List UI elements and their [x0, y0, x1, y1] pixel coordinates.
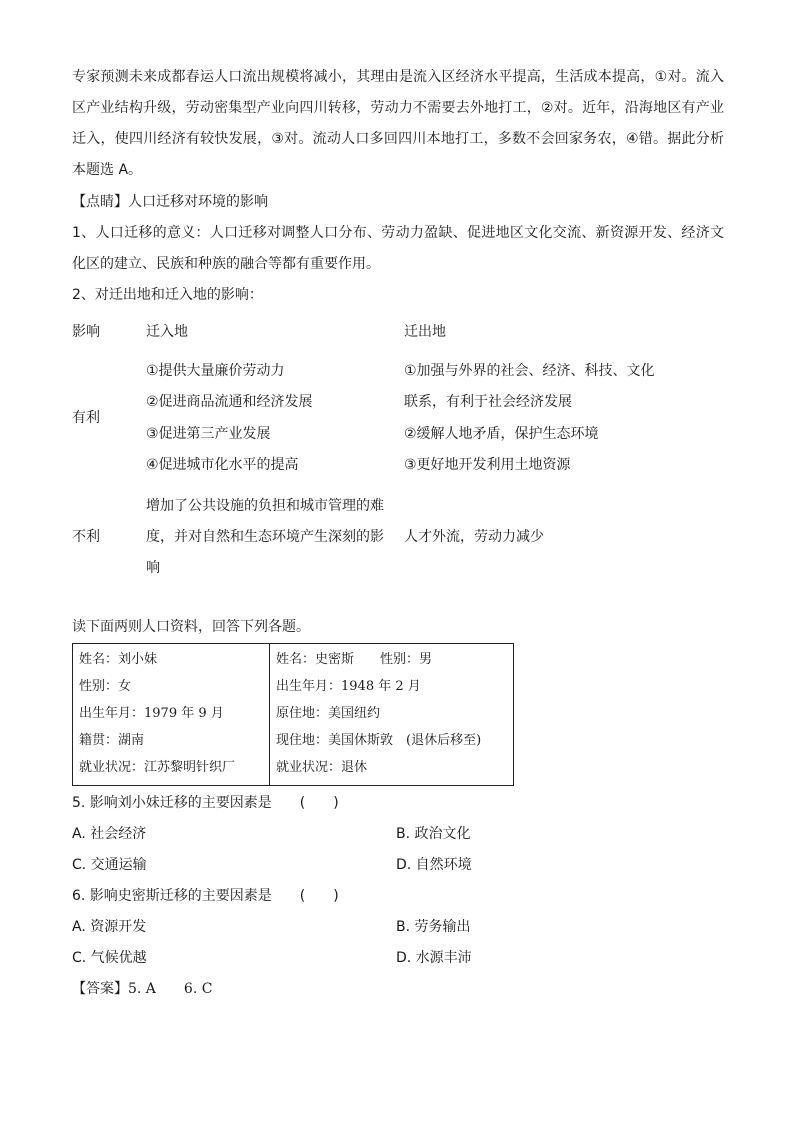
effects-favorable-out-4: ③更好地开发利用土地资源	[404, 457, 571, 473]
answer-value: 5. A 6. C	[128, 981, 213, 997]
liu-employment: 就业状况：江苏黎明针织厂	[79, 760, 236, 775]
effects-unfavorable-in-2: 度，并对自然和生态环境产生深刻的影	[146, 529, 384, 545]
effects-header-origin: 迁出地	[404, 324, 446, 340]
q5-option-c[interactable]: C. 交通运输	[72, 857, 147, 873]
effects-unfavorable-in-3: 响	[146, 560, 160, 576]
tip-title: 人口迁移对环境的影响	[128, 194, 268, 210]
effects-unfavorable-label: 不利	[72, 529, 100, 545]
analysis-paragraph: 专家预测未来成都春运人口流出规模将减小，其理由是流入区经济水平提高，生活成本提高，①对。流入区产业结构升级，劳动密集型产业向四川转移，劳动力不需要去外地打工，②对。近年，沿海地区有产业迁入，使四川经济有较快发展，③对。流动人口多回四川本地打工，多数不会回家务农，④错。据此分析本题选 A。	[72, 69, 724, 178]
smith-employment: 就业状况：退休	[276, 760, 368, 775]
q6-option-a[interactable]: A. 资源开发	[72, 919, 147, 935]
tip-label: 【点睛】	[72, 194, 128, 210]
liu-birth: 出生年月：1979 年 9 月	[79, 706, 224, 721]
effects-favorable-label: 有利	[72, 410, 100, 426]
effects-favorable-in-1: ①提供大量廉价劳动力	[146, 363, 285, 379]
answer-line	[72, 974, 724, 1005]
effects-unfavorable-in-1: 增加了公共设施的负担和城市管理的难	[146, 498, 384, 514]
question-6-options-row-1	[72, 912, 724, 943]
person-card-liu	[73, 644, 270, 786]
person-info-table	[72, 643, 514, 786]
effects-favorable-in-4: ④促进城市化水平的提高	[146, 457, 299, 473]
liu-name: 姓名：刘小妹	[79, 652, 158, 667]
document-page	[72, 62, 724, 1005]
smith-origin: 原住地：美国纽约	[276, 706, 381, 721]
effects-favorable-out-2: 联系，有利于社会经济发展	[404, 394, 572, 410]
effects-favorable-out-3: ②缓解人地矛盾，保护生态环境	[404, 426, 599, 442]
effects-header-destination: 迁入地	[146, 324, 188, 340]
effects-favorable-in-3: ③促进第三产业发展	[146, 426, 271, 442]
smith-residence: 现住地：美国休斯敦 (退休后移至)	[276, 733, 482, 748]
q5-option-b[interactable]: B. 政治文化	[396, 826, 471, 842]
question-6-options-row-2	[72, 943, 724, 974]
migration-effects-table	[72, 311, 724, 591]
question-5-options-row-2	[72, 850, 724, 881]
q6-option-d[interactable]: D. 水源丰沛	[396, 950, 472, 966]
tip-heading	[72, 187, 724, 218]
q5-option-d[interactable]: D. 自然环境	[396, 857, 472, 873]
question-6-stem: 6. 影响史密斯迁移的主要因素是 ( )	[72, 888, 339, 904]
effects-header-impact: 影响	[72, 324, 100, 340]
question-5-stem: 5. 影响刘小妹迁移的主要因素是 ( )	[72, 795, 339, 811]
reading-instruction: 读下面两则人口资料，回答下列各题。	[72, 619, 310, 635]
person-card-smith	[270, 644, 514, 786]
question-5-options-row-1	[72, 819, 724, 850]
liu-hometown: 籍贯：湖南	[79, 733, 145, 748]
smith-name-gender: 姓名：史密斯 性别：男	[276, 652, 433, 667]
smith-birth: 出生年月：1948 年 2 月	[276, 679, 421, 694]
tip-paragraph-2: 2、对迁出地和迁入地的影响：	[72, 287, 263, 303]
q6-option-c[interactable]: C. 气候优越	[72, 950, 147, 966]
q5-option-a[interactable]: A. 社会经济	[72, 826, 147, 842]
answer-label: 【答案】	[72, 981, 128, 997]
q6-option-b[interactable]: B. 劳务输出	[396, 919, 471, 935]
tip-paragraph-1: 1、人口迁移的意义：人口迁移对调整人口分布、劳动力盈缺、促进地区文化交流、新资源开发、经济文化区的建立、民族和种族的融合等都有重要作用。	[72, 225, 724, 272]
effects-favorable-out-1: ①加强与外界的社会、经济、科技、文化	[404, 363, 655, 379]
effects-unfavorable-out: 人才外流，劳动力减少	[404, 529, 544, 545]
effects-favorable-in-2: ②促进商品流通和经济发展	[146, 394, 313, 410]
liu-gender: 性别：女	[79, 679, 132, 694]
